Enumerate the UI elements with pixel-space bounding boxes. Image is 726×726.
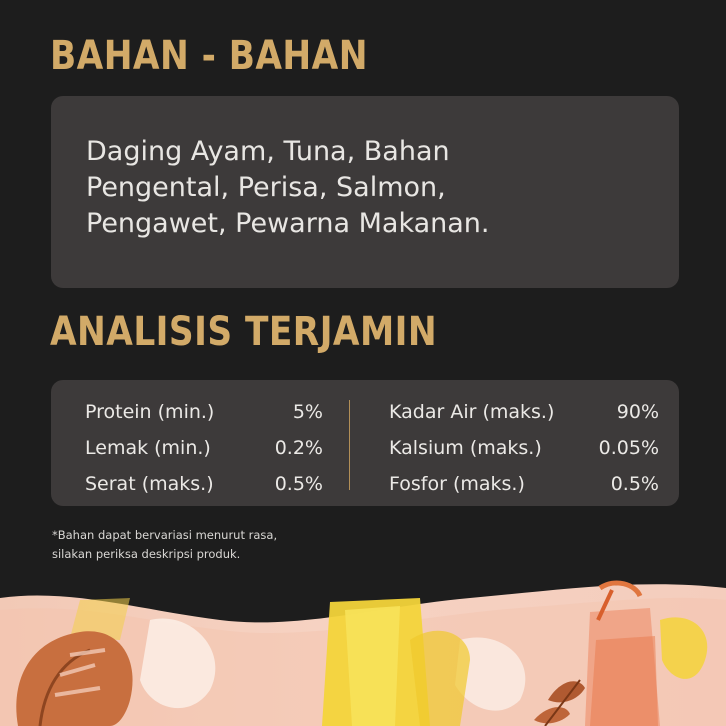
decorative-watercolor-illustration [0,580,726,726]
guaranteed-analysis-panel [51,380,679,506]
analysis-value: 90% [616,401,659,423]
analysis-label: Lemak (min.) [85,437,211,459]
analysis-value: 0.5% [610,473,659,495]
analysis-row-moisture [389,398,659,434]
analysis-value: 0.5% [274,473,323,495]
analysis-label: Kadar Air (maks.) [389,401,555,423]
analysis-label: Fosfor (maks.) [389,473,525,495]
disclaimer-footnote [52,526,277,564]
analysis-value: 0.05% [598,437,659,459]
analysis-row-calcium [389,434,659,470]
analysis-value: 0.2% [274,437,323,459]
analysis-row-protein [85,398,323,434]
analysis-row-fat [85,434,323,470]
analysis-label: Protein (min.) [85,401,215,423]
footnote-line-1: *Bahan dapat bervariasi menurut rasa, [52,528,278,542]
footnote-line-2: silakan periksa deskripsi produk. [52,547,241,561]
analysis-value: 5% [292,401,323,423]
ingredients-heading: BAHAN - BAHAN [50,33,368,79]
analysis-right-column [389,398,659,506]
ingredients-list-text: Daging Ayam, Tuna, Bahan Pengental, Perisa, Salmon, Pengawet, Pewarna Makanan. [86,136,490,239]
analysis-left-column [85,398,323,506]
analysis-heading: ANALISIS TERJAMIN [50,309,438,355]
analysis-row-phosphorus [389,470,659,506]
analysis-label: Serat (maks.) [85,473,214,495]
analysis-row-fiber [85,470,323,506]
ingredients-panel [51,96,679,288]
column-divider [349,400,350,490]
analysis-label: Kalsium (maks.) [389,437,542,459]
